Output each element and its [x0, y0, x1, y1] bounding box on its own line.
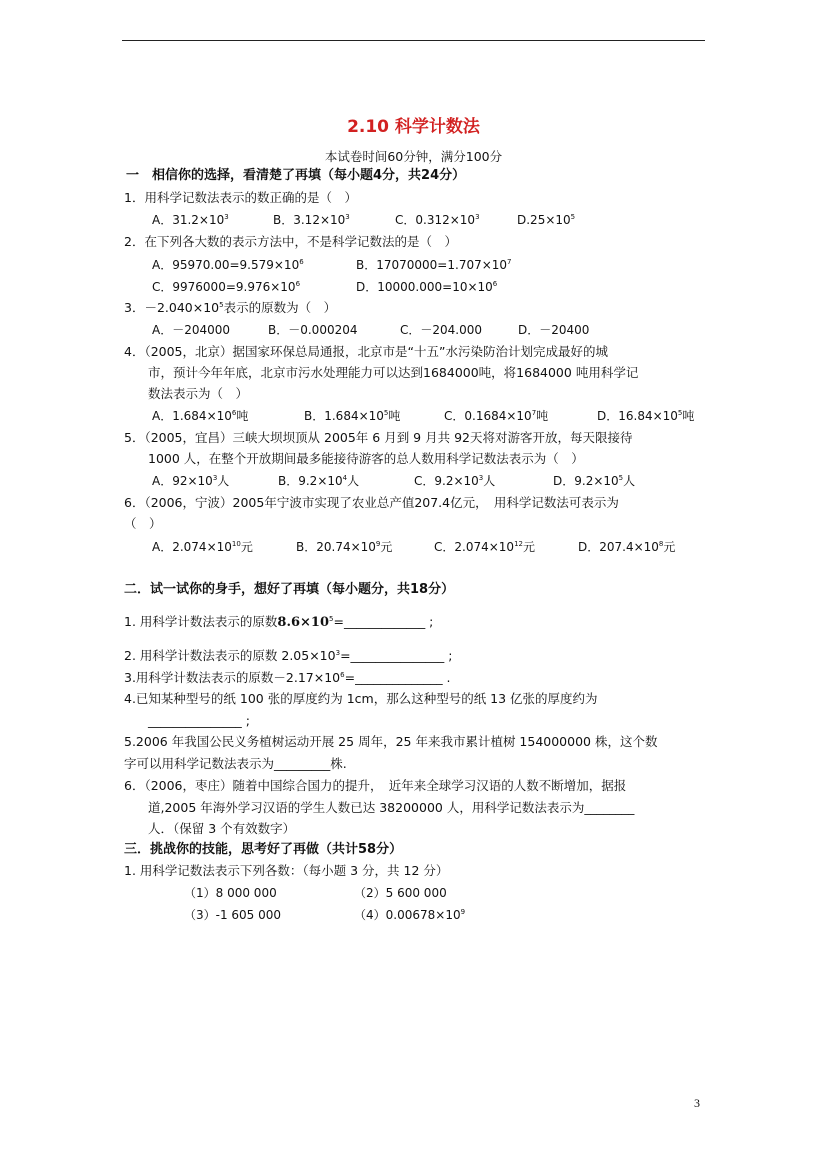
q6-line2: （ ） — [124, 516, 162, 531]
q6-line1: 6．（2006，宁波）2005年宁波市实现了农业总产值207.4亿元， 用科学记数法可表示为 — [124, 495, 619, 510]
q1-option-c: C．$0.312\times 10^3$ — [395, 213, 480, 227]
section1-heading: 一 相信你的选择，看清楚了再填（每小题4分，共24分） — [126, 168, 466, 183]
s2-q3: 3.用科学计数法表示的原数$-2.17\times 10^6=\_\_\_\_\_\_\_\_\_\_\_\_\_\_$ . — [124, 670, 451, 685]
page-title: 2.10 科学计数法 — [347, 117, 480, 137]
q5-option-c: C．$9.2\times 10^3$人 — [414, 474, 496, 488]
s2-q2: 2. 用科学计数法表示的原数 $2.05\times 10^3=\_\_\_\_\_\_\_\_\_\_\_\_\_\_\_$ ; — [124, 648, 453, 663]
q2-option-b: B．$17070000=1.707\times 10^7$ — [356, 258, 512, 272]
q5-option-b: B．$9.2\times 10^4$人 — [278, 474, 360, 488]
s3-item-2: （2）5 600 000 — [354, 886, 447, 900]
s2-q4-line1: 4.已知某种型号的纸 100 张的厚度约为 1cm，那么这种型号的纸 13 亿张的厚度约为 — [124, 691, 598, 706]
q1-option-d: $D.25\times 10^5$ — [517, 213, 576, 227]
q4-option-a: A．$1.684\times 10^6$吨 — [152, 409, 249, 423]
header-rule — [122, 40, 705, 41]
s2-q6-line1: 6．（2006，枣庄）随着中国综合国力的提升， 近年来全球学习汉语的人数不断增加，据报 — [124, 778, 627, 793]
s3-q1-stem: 1. 用科学记数法表示下列各数：（每小题 3 分，共 12 分） — [124, 863, 449, 878]
section2-heading: 二．试一试你的身手，想好了再填（每小题分，共18分） — [124, 582, 455, 597]
q5-line2: 1000 人，在整个开放期间最多能接待游客的总人数用科学记数法表示为（ ） — [148, 451, 584, 466]
q4-option-b: B．$1.684\times 10^5$吨 — [304, 409, 401, 423]
s3-item-3: （3）-1 605 000 — [184, 908, 282, 922]
q5-line1: 5．（2005，宜昌）三峡大坝坝顶从 2005年 6 月到 9 月共 92天将对游客开放，每天限接待 — [124, 430, 633, 445]
s2-q1: 1. 用科学计数法表示的原数$8.6\times 10^5=\_\_\_\_\_\_\_\_\_\_\_\_\_$ ; — [124, 614, 434, 630]
q1-option-a: A．$31.2\times 10^3$ — [152, 213, 229, 227]
q3-option-c: C．－204.000 — [400, 323, 483, 337]
q1-option-b: B．$3.12\times 10^3$ — [273, 213, 350, 227]
q3-stem: 3．$-2.040\times 10^5$表示的原数为（ ） — [124, 300, 337, 315]
s3-item-4: $(4)0.00678\times 10^9$ — [354, 908, 466, 922]
q6-option-d: D．$207.4\times 10^8$元 — [578, 540, 676, 554]
s2-q5-line2: 字可以用科学记数法表示为_________株. — [124, 756, 347, 771]
q4-line2: 市，预计今年年底，北京市污水处理能力可以达到1684000吨，将1684000 吨用科学记 — [148, 365, 639, 380]
q1-stem: 1．用科学记数法表示的数正确的是（ ） — [124, 190, 357, 205]
q3-option-d: D．－20400 — [518, 323, 590, 337]
q6-option-b: B．$20.74\times 10^9$元 — [296, 540, 393, 554]
s3-item-1: （1）8 000 000 — [184, 886, 277, 900]
q4-line3: 数法表示为（ ） — [148, 386, 249, 401]
q4-option-d: D．$16.84\times 10^5$吨 — [597, 409, 695, 423]
q4-line1: 4．（2005，北京）据国家环保总局通报，北京市是“十五”水污染防治计划完成最好的城 — [124, 344, 608, 359]
q5-option-a: A．$92\times 10^3$人 — [152, 474, 230, 488]
s2-q5-line1: 5.2006 年我国公民义务植树运动开展 25 周年，25 年来我市累计植树 154000000 株，这个数 — [124, 734, 658, 749]
q2-option-a: A．$95970.00=9.579\times 10^6$ — [152, 258, 304, 272]
s2-q6-line3: 人．（保留 3 个有效数字） — [148, 821, 296, 836]
q3-option-b: B．－0.000204 — [268, 323, 358, 337]
q5-option-d: D．$9.2\times 10^5$人 — [553, 474, 636, 488]
q2-option-c: C．$9976000=9.976\times 10^6$ — [152, 280, 301, 294]
page-number: 3 — [694, 1096, 700, 1110]
q4-option-c: C．$0.1684\times 10^7$吨 — [444, 409, 549, 423]
s2-q6-line2: 道,2005 年海外学习汉语的学生人数已达 38200000 人，用科学记数法表示为________ — [148, 800, 635, 815]
q6-option-c: C．$2.074\times 10^{12}$元 — [434, 540, 535, 554]
q3-option-a: A．－204000 — [152, 323, 231, 337]
q2-stem: 2．在下列各大数的表示方法中，不是科学记数法的是（ ） — [124, 234, 457, 249]
q2-option-d: D．$10000.000=10\times 10^6$ — [356, 280, 498, 294]
s2-q4-line2: _______________ ; — [148, 713, 250, 728]
section3-heading: 三．挑战你的技能，思考好了再做（共计58分） — [124, 842, 403, 857]
exam-subtitle: 本试卷时间60分钟，满分100分 — [324, 149, 503, 164]
q6-option-a: A．$2.074\times 10^{10}$元 — [152, 540, 253, 554]
